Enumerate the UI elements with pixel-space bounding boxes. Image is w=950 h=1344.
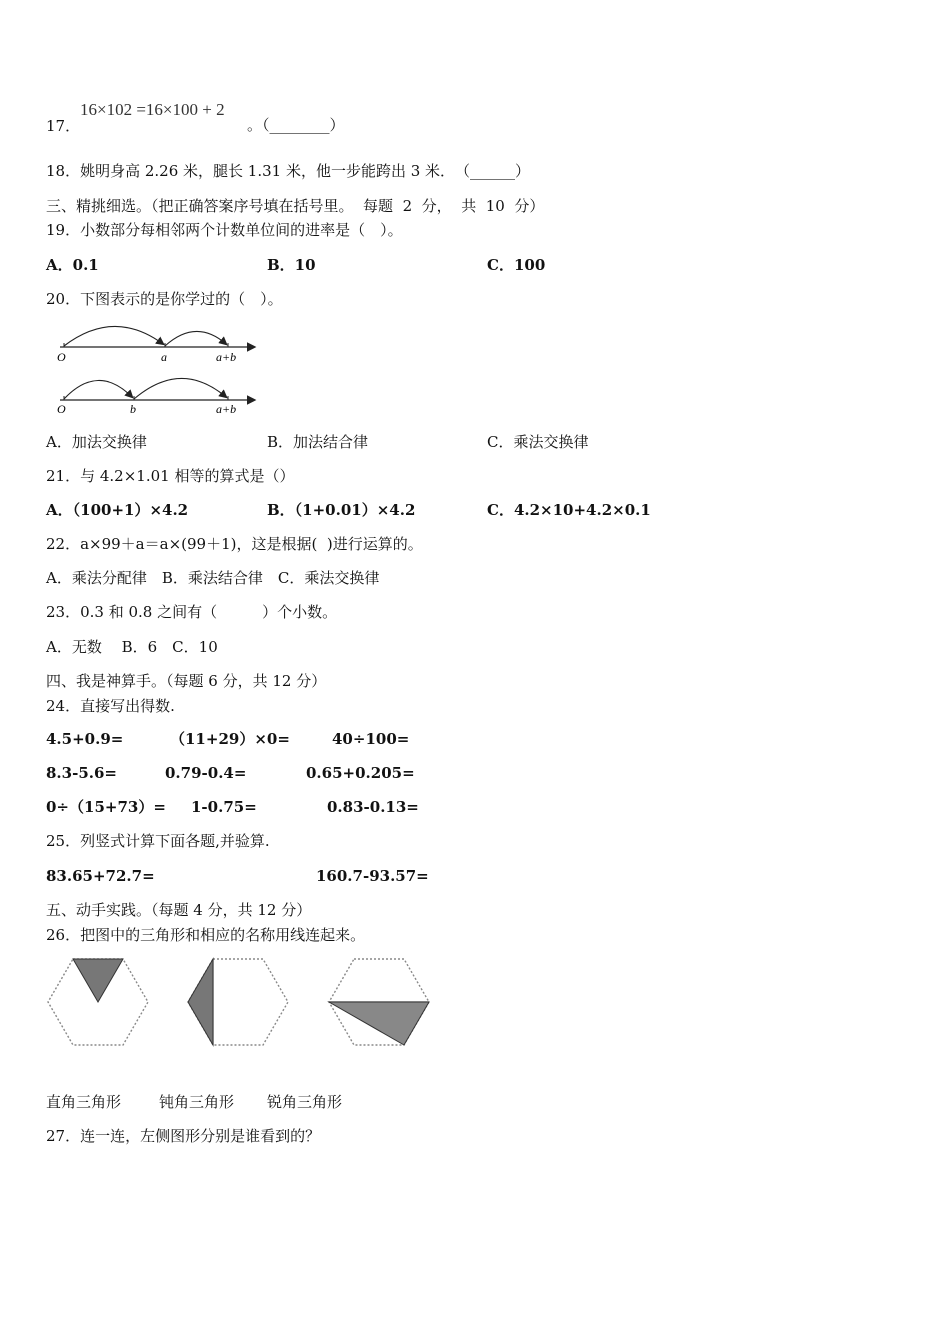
q22-options: A．乘法分配律 B．乘法结合律 C．乘法交换律 (46, 569, 380, 587)
q21-option-c: C．4.2×10+4.2×0.1 (487, 501, 651, 519)
q17-formula: 16×102 =16×100 + 2 (80, 100, 225, 119)
q24-r1-c1: 4.5+0.9= (46, 730, 124, 748)
q24-r1-c3: 40÷100= (332, 730, 410, 748)
section-4-heading: 四、我是神算手。（每题 6 分，共 12 分） (46, 672, 327, 690)
q24-r2-c2: 0.79-0.4= (165, 764, 247, 782)
q25-text: 25．列竖式计算下面各题,并验算. (46, 832, 270, 850)
q25-item-1: 83.65+72.7= (46, 867, 155, 885)
q26-label-obtuse-triangle: 钝角三角形 (159, 1093, 235, 1111)
q19-text: 19．小数部分每相邻两个计数单位间的进率是（ ）。 (46, 221, 403, 239)
section-3-heading: 三、精挑细选。（把正确答案序号填在括号里。 每题 2 分， 共 10 分） (46, 197, 545, 215)
q24-text: 24．直接写出得数. (46, 697, 175, 715)
q21-option-a: A．（100+1）×4.2 (46, 501, 189, 519)
q23-options: A．无数 B．6 C．10 (46, 638, 218, 656)
q20-option-a: A．加法交换律 (46, 433, 147, 451)
q18-text: 18．姚明身高 2.26 米，腿长 1.31 米，他一步能跨出 3 米． （______） (46, 162, 531, 180)
q20-option-b: B．加法结合律 (267, 433, 369, 451)
q23-text: 23．0.3 和 0.8 之间有（ ）个小数。 (46, 603, 338, 621)
q26-label-acute-triangle: 锐角三角形 (267, 1093, 343, 1111)
section-5-heading: 五、动手实践。（每题 4 分，共 12 分） (46, 901, 312, 919)
hexagon-triangle-1 (45, 955, 155, 1050)
line1-mid-label: a (161, 350, 167, 364)
q24-r3-c2: 1-0.75= (191, 798, 257, 816)
q22-text: 22．a×99＋a＝a×(99＋1)，这是根据( )进行运算的。 (46, 535, 423, 553)
q26-text: 26．把图中的三角形和相应的名称用线连起来。 (46, 926, 366, 944)
q25-item-2: 160.7-93.57= (316, 867, 429, 885)
q19-option-b: B．10 (267, 256, 316, 274)
q19-option-c: C．100 (487, 256, 546, 274)
q21-option-b: B．（1+0.01）×4.2 (267, 501, 416, 519)
q21-text: 21．与 4.2×1.01 相等的算式是（） (46, 467, 295, 485)
q19-option-a: A．0.1 (46, 256, 99, 274)
q20-text: 20．下图表示的是你学过的（ ）。 (46, 290, 283, 308)
q24-r2-c3: 0.65+0.205= (306, 764, 415, 782)
hexagon-triangle-3 (326, 955, 436, 1050)
line2-mid-label: b (130, 402, 136, 416)
q26-label-right-triangle: 直角三角形 (46, 1093, 122, 1111)
q24-r1-c2: （11+29）×0= (170, 730, 290, 748)
number-line-diagram (50, 318, 280, 418)
q24-r3-c3: 0.83-0.13= (327, 798, 419, 816)
q17-number: 17． (46, 117, 81, 135)
q27-text: 27．连一连，左侧图形分别是谁看到的？ (46, 1127, 321, 1145)
line2-end-label: a+b (216, 402, 237, 416)
q24-r3-c1: 0÷（15+73）= (46, 798, 166, 816)
line2-origin-label: O (57, 402, 66, 416)
q24-r2-c1: 8.3-5.6= (46, 764, 117, 782)
q17-answer-blank: 。（________） (247, 116, 345, 134)
line1-origin-label: O (57, 350, 66, 364)
line1-end-label: a+b (216, 350, 237, 364)
hexagon-triangle-2 (185, 955, 295, 1050)
q20-option-c: C．乘法交换律 (487, 433, 589, 451)
